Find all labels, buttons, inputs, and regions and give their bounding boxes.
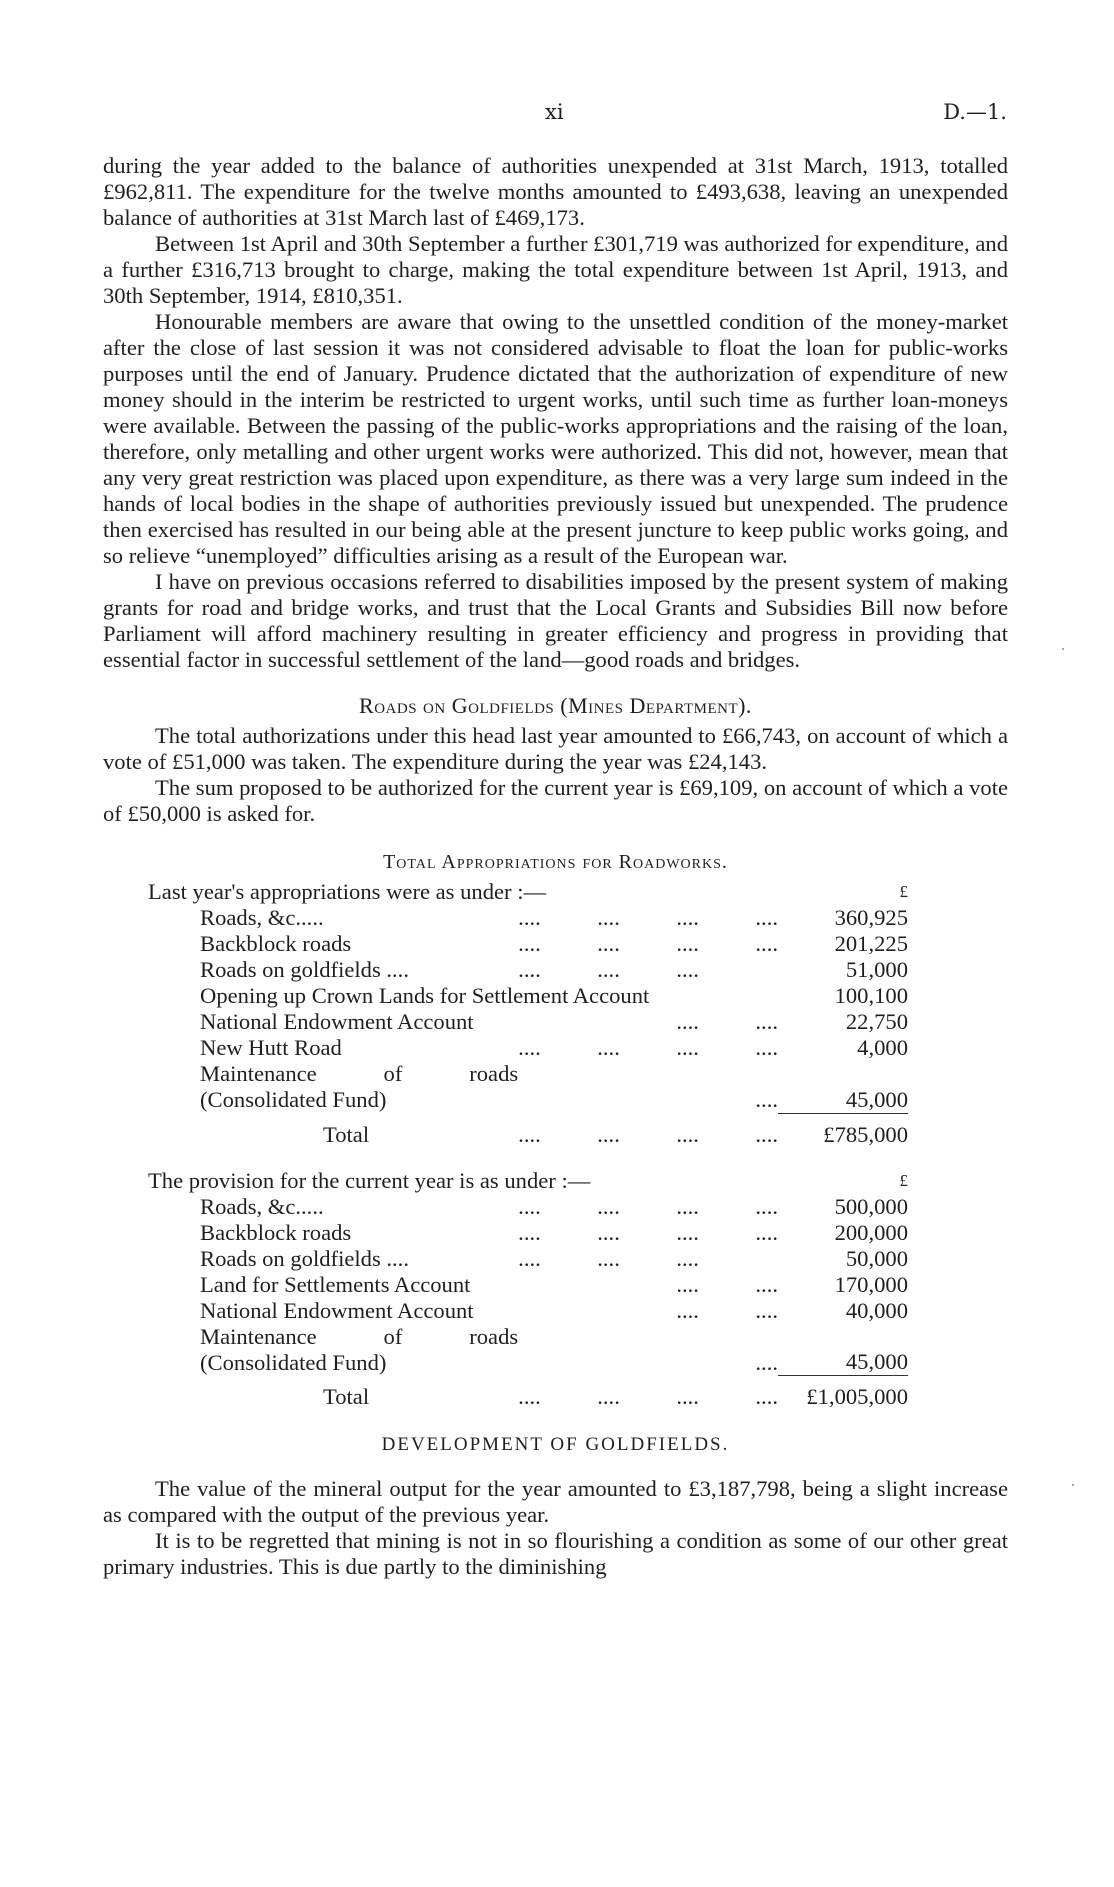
row-amount: 45,000 [845, 1349, 908, 1374]
paragraph: The total authorizations under this head last year amounted to £66,743, on account of which a vote of £51,000 was taken. The expenditure during the year was £24,143. [103, 723, 1008, 774]
appropriations-table [148, 879, 908, 1410]
table-row [148, 1246, 908, 1272]
paragraph: The value of the mineral output for the year amounted to £3,187,798, being a slight increase as compared with the output of the previous year. [103, 1476, 1008, 1527]
leader-dots: .... .... .... .... [518, 931, 778, 956]
table-row [148, 1194, 908, 1220]
row-label: Roads on goldfields .... [200, 957, 409, 982]
leader-dots: .... .... .... [518, 1245, 699, 1271]
scan-speck [1072, 1484, 1074, 1486]
table-row [148, 1035, 908, 1061]
row-label: Backblock roads [200, 931, 352, 956]
leader-dots: .... .... [676, 1271, 778, 1297]
row-amount: 100,100 [834, 983, 908, 1008]
paragraph: Between 1st April and 30th September a further £301,719 was authorized for expenditure, and a further £316,713 brought to charge, making the total expenditure between 1st April, 1913, and 30th September, 1914, £810,351. [103, 231, 1008, 308]
currency-label: £ [899, 1170, 908, 1190]
row-amount: 500,000 [834, 1193, 908, 1219]
leader-dots: .... .... .... .... [518, 1384, 778, 1409]
row-label: Land for Settlements Account [200, 1271, 471, 1297]
row-label: Maintenance of roads (Consolidated Fund) [200, 1323, 519, 1375]
row-label: Backblock roads [200, 1219, 352, 1245]
leader-dots: .... .... .... .... [518, 1193, 778, 1219]
table-row [148, 1324, 908, 1376]
row-amount: 22,750 [845, 1009, 908, 1034]
body-text [103, 153, 1008, 1580]
table-row [148, 1272, 908, 1298]
row-amount: 45,000 [845, 1086, 908, 1112]
row-amount: 40,000 [845, 1297, 908, 1323]
row-amount: 200,000 [834, 1219, 908, 1245]
page-number: xi [545, 100, 564, 124]
leader-dots: .... [755, 1349, 778, 1375]
row-amount: 201,225 [834, 931, 908, 956]
table-row [148, 957, 908, 983]
total-amount: £785,000 [778, 1113, 908, 1148]
table-row [148, 983, 908, 1009]
section-heading-development-of-goldfields: DEVELOPMENT OF GOLDFIELDS. [381, 1434, 730, 1455]
paragraph: during the year added to the balance of authorities unexpended at 31st March, 1913, totalled £962,811. The expenditure for the twelve months amounted to £493,638, leaving an unexpended balance of authorities at 31st March last of £469,173. [103, 153, 1008, 230]
leader-dots: .... .... [676, 1297, 778, 1323]
total-amount: £1,005,000 [778, 1376, 908, 1411]
currency-label: £ [899, 882, 908, 901]
row-label: Opening up Crown Lands for Settlement Account [200, 983, 650, 1008]
row-amount: 4,000 [857, 1035, 908, 1060]
row-label: Roads, &c..... [200, 1193, 324, 1219]
leader-dots: .... .... [676, 1009, 778, 1034]
paragraph: It is to be regretted that mining is not in so flourishing a condition as some of our other great primary industries. This is due partly to the diminishing [103, 1528, 1008, 1579]
table-row [148, 1220, 908, 1246]
row-label: Roads on goldfields .... [200, 1245, 409, 1271]
leader-dots: .... .... .... .... [518, 1219, 778, 1245]
table-row [148, 931, 908, 957]
paragraph: The sum proposed to be authorized for the current year is £69,109, on account of which a vote of £50,000 is asked for. [103, 775, 1008, 826]
leader-dots: .... [755, 1087, 778, 1112]
row-label: Maintenance of roads (Consolidated Fund) [200, 1061, 519, 1112]
row-amount: 50,000 [845, 1245, 908, 1271]
row-amount: 360,925 [834, 905, 908, 930]
row-label: National Endowment Account [200, 1297, 474, 1323]
row-label: Roads, &c..... [200, 905, 324, 930]
table-heading-appropriations: Total Appropriations for Roadworks. [383, 851, 728, 873]
last-year-intro: Last year's appropriations were as under :— [148, 879, 547, 904]
table-row [148, 1061, 908, 1113]
row-label: New Hutt Road [200, 1035, 342, 1060]
paragraph: Honourable members are aware that owing to the unsettled condition of the money-market after the close of last session it was not considered advisable to float the loan for public-works purposes until the end of January. Prudence dictated that the authorization of expenditure of new money should in the interim be restricted to urgent works, until such time as further loan-moneys were available. Between the passing of the public-works appropriations and the raising of the loan, therefore, only metalling and other urgent works were authorized. This did not, however, mean that any very great restriction was placed upon expenditure, as there was a very large sum indeed in the hands of local bodies in the shape of authorities previously issued but unexpended. The prudence then exercised has resulted in our being able at the present juncture to keep public works going, and so relieve “unemployed” difficulties arising as a result of the European war. [103, 309, 1008, 568]
section-heading-roads-on-goldfields: Roads on Goldfields (Mines Department). [359, 693, 752, 718]
paragraph: I have on previous occasions referred to disabilities imposed by the present system of making grants for road and bridge works, and trust that the Local Grants and Subsidies Bill now before Parliament will afford machinery resulting in greater efficiency and progress in providing that essential factor in successful settlement of the land—good roads and bridges. [103, 569, 1008, 672]
row-label: National Endowment Account [200, 1009, 474, 1034]
scan-speck [1062, 648, 1064, 650]
leader-dots: .... .... .... .... [518, 1035, 778, 1060]
row-amount: 51,000 [845, 957, 908, 982]
total-label: Total [323, 1384, 370, 1409]
leader-dots: .... .... .... [518, 957, 699, 982]
document-reference: D.—1. [943, 100, 1007, 124]
leader-dots: .... .... .... .... [518, 1121, 778, 1147]
table-row [148, 905, 908, 931]
table-row [148, 1298, 908, 1324]
total-row [148, 1376, 908, 1411]
total-label: Total [323, 1121, 370, 1147]
leader-dots: .... .... .... .... [518, 905, 778, 930]
row-amount: 170,000 [834, 1271, 908, 1297]
total-row [148, 1113, 908, 1148]
current-year-intro: The provision for the current year is as under :— [148, 1167, 591, 1193]
table-row [148, 1009, 908, 1035]
